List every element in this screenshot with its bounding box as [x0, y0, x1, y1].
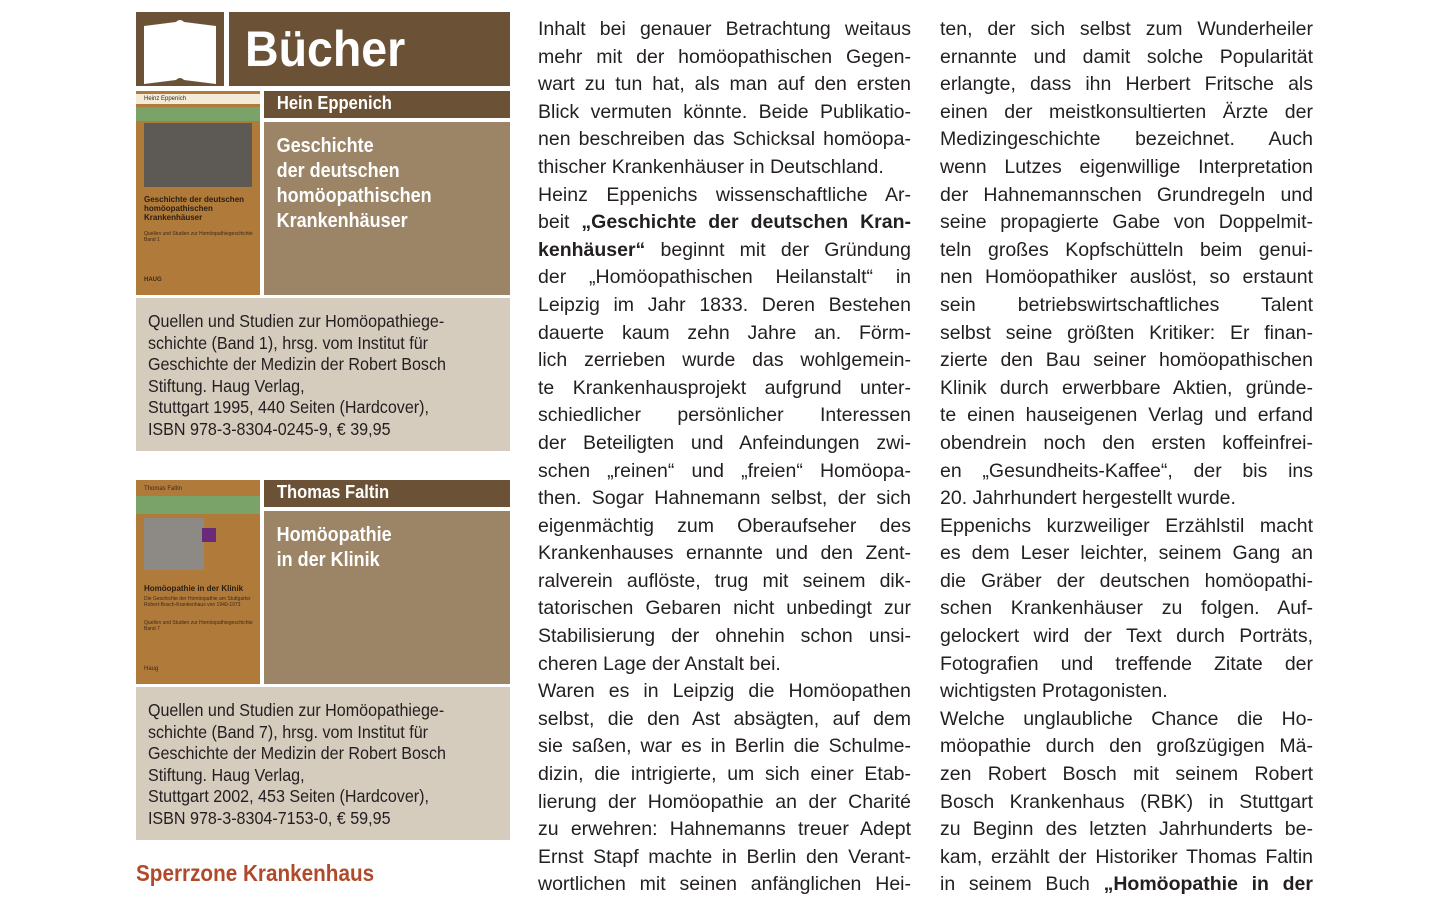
text-run: Krankenhauses ernannte und den Zent-: [538, 542, 911, 565]
text-run: sie saßen, war es in Berlin die Schulme-: [538, 735, 911, 758]
text-run: in seinem Buch: [940, 873, 1104, 896]
text-line: [940, 678, 1313, 706]
text-run: ernannte und damit solche Popularität: [940, 45, 1313, 68]
text-line: [538, 264, 911, 292]
text-line: [538, 402, 911, 430]
text-run: gelockert wird der Text durch Porträts,: [940, 625, 1313, 648]
text-run: zen Robert Bosch mit seinem Robert: [940, 763, 1313, 786]
text-run: Stabilisierung der ohnehin schon unsi-: [538, 625, 911, 648]
book-title: Geschichte der deutschen homöopathischen Krankenhäuser: [276, 135, 432, 232]
text-line: [940, 347, 1313, 375]
text-line: [538, 237, 911, 265]
text-line: [538, 651, 911, 679]
text-run: lierung der Homöopathie an der Charité: [538, 790, 911, 813]
text-line: [538, 540, 911, 568]
bold-run: „Geschichte der deutschen Kran-: [581, 211, 912, 234]
cover-subtitle: Die Geschichte der Homöopathie am Stuttgarter Robert-Bosch-Krankenhaus von 1940-1973: [144, 596, 251, 608]
author-name: Hein Eppenich: [276, 93, 392, 113]
text-run: Waren es in Leipzig die Homöopathen: [538, 680, 911, 703]
text-line: [940, 375, 1313, 403]
book-info-text: Quellen und Studien zur Homöopathiege- schichte (Band 1), hrsg. vom Institut für Geschichte der Medizin der Robert Bosch Stiftung. Haug Verlag, Stuttgart 1995, 440 Seiten (Hardcover), ISBN 978-3-8304-0245-9, € 39,95: [147, 311, 446, 439]
book-title-box-1: [264, 122, 510, 295]
text-run: Leipzig im Jahr 1833. Deren Bestehen: [538, 293, 911, 316]
text-line: [940, 99, 1313, 127]
book-info-2: [136, 687, 510, 840]
text-line: [538, 513, 911, 541]
text-line: [538, 430, 911, 458]
text-line: [940, 44, 1313, 72]
text-line: [538, 871, 911, 899]
text-line: [940, 264, 1313, 292]
text-line: [940, 430, 1313, 458]
text-line: [940, 71, 1313, 99]
text-run: te Krankenhausprojekt aufgrund unter-: [538, 376, 911, 399]
text-run: der „Homöopathischen Heilanstalt“ in: [538, 266, 911, 289]
text-run: sein betriebswirtschaftliches Talent: [940, 293, 1313, 316]
text-line: [538, 761, 911, 789]
text-line: [538, 706, 911, 734]
text-line: [940, 540, 1313, 568]
cover-series: Quellen und Studien zur Homöopathiegeschichte Band 1: [144, 231, 253, 243]
text-run: Welche unglaubliche Chance die Ho-: [940, 707, 1313, 730]
bold-run: kenhäuser“: [538, 238, 646, 261]
text-run: beit: [538, 211, 582, 234]
text-line: [538, 154, 911, 182]
text-line: [940, 154, 1313, 182]
cover-publisher: Haug: [144, 666, 159, 672]
text-run: en „Gesundheits-Kaffee“, der bis ins: [940, 459, 1313, 482]
text-run: Fotografien und treffende Zitate der: [940, 652, 1313, 675]
body-column-1: [538, 16, 911, 899]
text-run: Heinz Eppenichs wissenschaftliche Ar-: [538, 183, 911, 206]
text-line: [940, 761, 1313, 789]
text-run: thischer Krankenhäuser in Deutschland.: [538, 155, 884, 178]
text-line: [538, 320, 911, 348]
book-cover-1: [136, 91, 260, 295]
text-run: 20. Jahrhundert hergestellt wurde.: [940, 487, 1236, 510]
text-run: wart zu tun hat, als man auf den ersten: [538, 73, 911, 96]
text-line: [940, 513, 1313, 541]
author-name: Thomas Faltin: [276, 482, 390, 502]
text-run: ralverein auflöste, trug mit seinem dik-: [538, 569, 911, 592]
text-line: [538, 347, 911, 375]
text-run: nen Homöopathiker auslöst, so erstaunt: [940, 266, 1313, 289]
cover-author: Thomas Faltin: [144, 486, 183, 492]
text-run: Blick vermuten könnte. Beide Publikatio-: [538, 100, 911, 123]
section-heading: Sperrzone Krankenhaus: [136, 860, 375, 886]
open-book-icon: [136, 12, 224, 86]
text-line: [538, 816, 911, 844]
book-info-text: Quellen und Studien zur Homöopathiege- schichte (Band 7), hrsg. vom Institut für Geschichte der Medizin der Robert Bosch Stiftung. Haug Verlag, Stuttgart 2002, 453 Seiten (Hardcover), ISBN 978-3-8304-7153-0, € 59,95: [147, 700, 446, 828]
text-run: ten, der sich selbst zum Wunderheiler: [940, 18, 1313, 40]
book-author-2: [264, 480, 510, 507]
cover-author: Heinz Eppenich: [144, 96, 187, 102]
text-line: [940, 237, 1313, 265]
text-run: te einen hauseigenen Verlag und erfand: [940, 404, 1313, 427]
text-run: Klinik durch erwerbbare Aktien, gründe-: [940, 376, 1313, 399]
text-line: [538, 209, 911, 237]
text-line: [538, 595, 911, 623]
body-column-2: [940, 16, 1313, 899]
text-line: [538, 292, 911, 320]
text-run: then. Sogar Hahnemann selbst, der sich: [538, 487, 911, 510]
text-line: [538, 375, 911, 403]
book-info-1: [136, 298, 510, 451]
cover-title: Geschichte der deutschen homöopathischen Krankenhäuser: [144, 195, 245, 222]
book-cover-2: [136, 480, 260, 684]
text-run: die Gräber der deutschen homöopathi-: [940, 569, 1313, 592]
cover-title: Homöopathie in der Klinik: [144, 584, 244, 593]
text-line: [538, 844, 911, 872]
text-run: wortlichen mit seinen anfänglichen Hei-: [538, 873, 911, 896]
text-run: tatorischen Gebaren nicht unbedingt zur: [538, 597, 911, 620]
text-line: [940, 182, 1313, 210]
text-run: zu erwehren: Hahnemanns treuer Adept: [538, 818, 911, 841]
text-run: selbst seine größten Kritiker: Er finan-: [940, 321, 1313, 344]
text-line: [940, 789, 1313, 817]
cover-publisher: HAUG: [144, 277, 162, 283]
text-line: [538, 99, 911, 127]
text-run: Medizingeschichte bezeichnet. Auch: [940, 128, 1313, 151]
text-line: [940, 844, 1313, 872]
text-line: [940, 458, 1313, 486]
text-line: [940, 816, 1313, 844]
text-run: mehr mit der homöopathischen Gegen-: [538, 45, 911, 68]
text-run: der Beteiligten und Anfeindungen zwi-: [538, 431, 911, 454]
text-line: [538, 126, 911, 154]
text-line: [940, 871, 1313, 899]
book-title-box-2: [264, 511, 510, 684]
text-line: [940, 568, 1313, 596]
text-line: [940, 595, 1313, 623]
text-run: dizin, die intrigierte, um sich einer Etab-: [538, 763, 911, 786]
text-line: [940, 485, 1313, 513]
text-run: selbst, die den Ast absägten, auf dem: [538, 707, 911, 730]
text-line: [538, 733, 911, 761]
cover-series: Quellen und Studien zur Homöopathiegeschichte Band 7: [144, 620, 253, 632]
text-run: Ernst Stapf machte in Berlin den Verant-: [538, 845, 911, 868]
text-line: [538, 623, 911, 651]
text-run: schen Krankenhäuser zu folgen. Auf-: [940, 597, 1313, 620]
text-line: [940, 651, 1313, 679]
book-title: Homöopathie in der Klinik: [276, 524, 392, 571]
text-run: Bosch Krankenhaus (RBK) in Stuttgart: [940, 790, 1313, 813]
text-run: wichtigsten Protagonisten.: [940, 680, 1168, 703]
text-run: Eppenichs kurzweiliger Erzählstil macht: [940, 514, 1313, 537]
text-line: [538, 789, 911, 817]
text-run: cheren Lage der Anstalt bei.: [538, 652, 781, 675]
text-line: [538, 568, 911, 596]
text-line: [940, 733, 1313, 761]
text-run: seine propagierte Gabe von Doppelmit-: [940, 211, 1313, 234]
text-run: einen der meistkonsultierten Ärzte der: [940, 100, 1313, 123]
text-run: der Hahnemannschen Grundregeln und: [940, 183, 1313, 206]
text-run: wenn Lutzes eigenwillige Interpretation: [940, 155, 1313, 178]
text-run: zierte den Bau seiner homöopathischen: [940, 349, 1313, 372]
text-run: obendrein noch den ersten koffeinfrei-: [940, 431, 1313, 454]
text-line: [538, 678, 911, 706]
text-line: [940, 320, 1313, 348]
text-line: [940, 209, 1313, 237]
page-title: Bücher: [245, 21, 406, 77]
text-line: [940, 292, 1313, 320]
text-run: möopathie durch den großzügigen Mä-: [940, 735, 1313, 758]
text-run: zu Beginn des letzten Jahrhunderts be-: [940, 818, 1313, 841]
text-line: [538, 485, 911, 513]
text-line: [538, 44, 911, 72]
text-run: schiedlicher persönlicher Interessen: [538, 404, 911, 427]
text-line: [538, 16, 911, 44]
text-run: dauerte kaum zehn Jahre an. Förm-: [538, 321, 911, 344]
text-run: Inhalt bei genauer Betrachtung weitaus: [538, 18, 911, 40]
text-line: [538, 458, 911, 486]
text-line: [940, 126, 1313, 154]
text-run: lich zerrieben wurde das wohlgemein-: [538, 349, 911, 372]
text-run: es dem Leser leichter, seinem Gang an: [940, 542, 1313, 565]
text-run: erlangte, dass ihn Herbert Fritsche als: [940, 73, 1313, 96]
text-run: teln großes Kopfschütteln beim genui-: [940, 238, 1313, 261]
text-line: [940, 402, 1313, 430]
book-author-1: [264, 91, 510, 118]
text-run: beginnt mit der Gründung: [645, 238, 911, 261]
text-line: [538, 182, 911, 210]
text-line: [940, 706, 1313, 734]
bold-run: „Homöopathie in der: [1103, 873, 1313, 896]
text-run: eigenmächtig zum Oberaufseher des: [538, 514, 911, 537]
text-line: [940, 623, 1313, 651]
text-run: kam, erzählt der Historiker Thomas Faltin: [940, 845, 1313, 868]
text-run: schen „reinen“ und „freien“ Homöopa-: [538, 459, 911, 482]
text-line: [940, 16, 1313, 44]
text-run: nen beschreiben das Schicksal homöopa-: [538, 128, 911, 151]
header-icon-box: [136, 12, 224, 86]
text-line: [538, 71, 911, 99]
